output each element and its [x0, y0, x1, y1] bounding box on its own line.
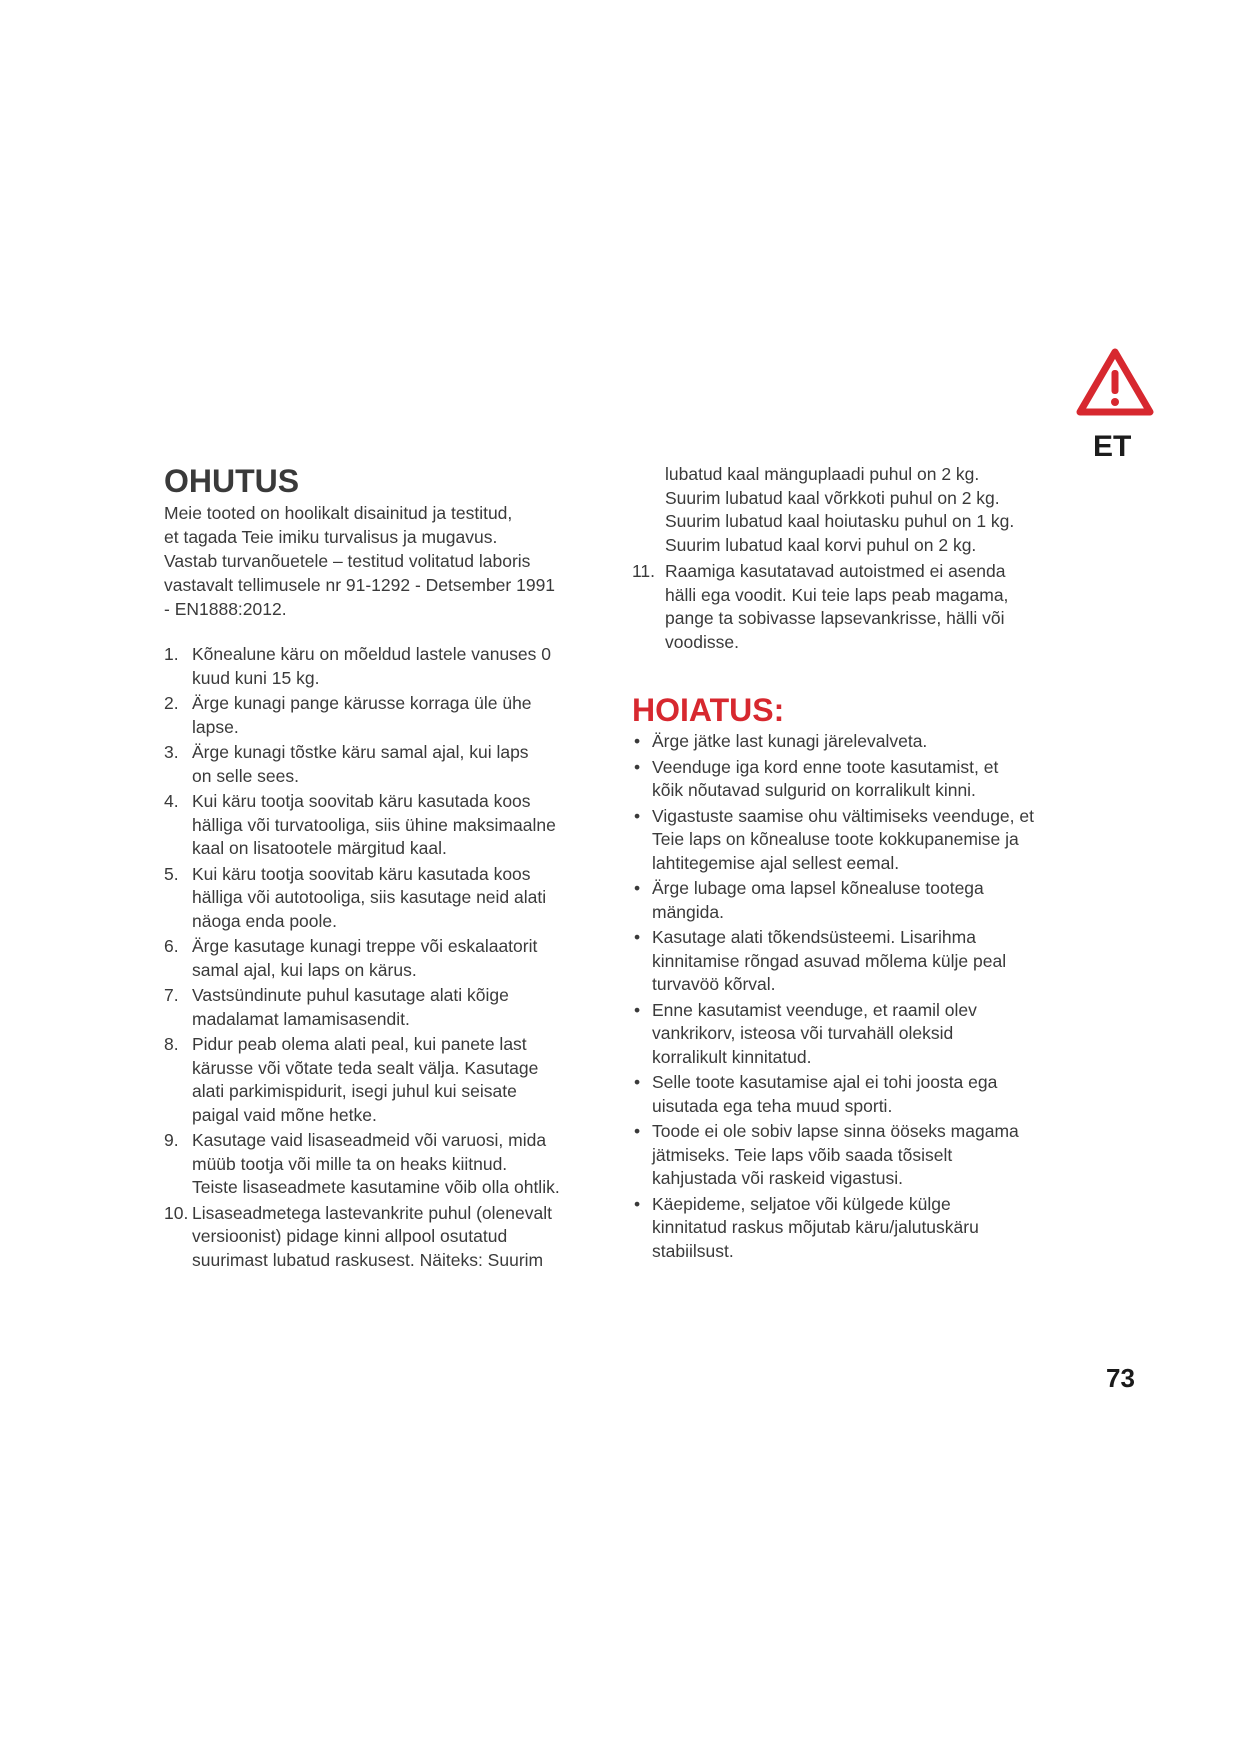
right-column	[632, 463, 1072, 1265]
bullet-text: Veenduge iga kord enne toote kasutamist, et kõik nõutavad sulgurid on korralikult kinni.	[652, 756, 999, 800]
list-item-text: Kasutage vaid lisaseadmeid või varuosi, mida müüb tootja või mille ta on heaks kiitnud. Teiste lisaseadmete kasutamine võib olla ohtlik.	[192, 1130, 560, 1197]
list-number: 3.	[164, 742, 179, 762]
list-number: 7.	[164, 985, 179, 1005]
left-column	[164, 463, 604, 1274]
bullet-icon: •	[634, 1121, 641, 1141]
safety-intro: Meie tooted on hoolikalt disainitud ja testitud, et tagada Teie imiku turvalisus ja mugavus. Vastab turvanõuetele – testitud volitatud laboris vastavalt tellimusele nr 91-1292 - Detsember 1991 - EN1888:2012.	[164, 503, 556, 619]
list-item	[632, 560, 1072, 654]
bullet-item	[632, 1071, 1072, 1118]
list-number: 5.	[164, 863, 179, 884]
list-item-text: Ärge kunagi pange kärusse korraga üle ühe lapse.	[192, 693, 532, 737]
list-item	[164, 741, 604, 788]
list-item	[164, 1033, 604, 1127]
list-number: 6.	[164, 936, 179, 956]
warning-bullet-list	[632, 730, 1072, 1263]
bullet-icon: •	[634, 927, 641, 947]
bullet-item	[632, 1193, 1072, 1264]
list-item	[164, 1202, 604, 1273]
bullet-text: Enne kasutamist veenduge, et raamil olev vankrikorv, isteosa või turvahäll oleksid korralikult kinnitatud.	[652, 999, 977, 1067]
list-item-text: Kui käru tootja soovitab käru kasutada koos hälliga või autotooliga, siis kasutage neid alati näoga enda poole.	[192, 863, 547, 931]
bullet-icon: •	[634, 1193, 641, 1214]
bullet-item	[632, 805, 1072, 876]
list-item	[164, 863, 604, 934]
warning-section	[632, 692, 1072, 1263]
bullet-icon: •	[634, 756, 641, 777]
list-item	[164, 790, 604, 861]
bullet-item	[632, 926, 1072, 997]
bullet-icon: •	[634, 1072, 641, 1092]
bullet-item	[632, 1120, 1072, 1191]
list-number: 2.	[164, 693, 179, 713]
item-10-continued: lubatud kaal mänguplaadi puhul on 2 kg. Suurim lubatud kaal võrkkoti puhul on 2 kg. Suurim lubatud kaal hoiutasku puhul on 1 kg. Suurim lubatud kaal korvi puhul on 2 kg.	[665, 464, 1015, 555]
list-item-text: Kui käru tootja soovitab käru kasutada koos hälliga või turvatooliga, siis ühine maksimaalne kaal on lisatootele märgitud kaal.	[192, 791, 556, 858]
bullet-item	[632, 877, 1072, 924]
bullet-text: Kasutage alati tõkendsüsteemi. Lisarihma kinnitamise rõngad asuvad mõlema külje peal turvavöö kõrval.	[652, 927, 1007, 994]
list-number: 10.	[164, 1202, 189, 1223]
bullet-item	[632, 999, 1072, 1070]
list-item	[164, 935, 604, 982]
warning-heading: HOIATUS:	[632, 692, 785, 728]
list-item	[164, 692, 604, 739]
list-item	[164, 984, 604, 1031]
list-item-text: Ärge kunagi tõstke käru samal ajal, kui laps on selle sees.	[192, 742, 529, 786]
list-item-text: Pidur peab olema alati peal, kui panete last kärusse või võtate teda sealt välja. Kasutage alati parkimispidurit, isegi juhul kui seisate paigal vaid mõne hetke.	[192, 1034, 539, 1125]
list-number: 9.	[164, 1130, 179, 1150]
warning-triangle-icon	[1076, 348, 1154, 418]
bullet-item	[632, 730, 1072, 754]
safety-rules-list	[164, 643, 604, 1272]
bullet-text: Vigastuste saamise ohu vältimiseks veenduge, et Teie laps on kõnealuse toote kokkupanemise ja lahtitegemise ajal sellest eemal.	[652, 805, 1034, 873]
page-number: 73	[1106, 1363, 1135, 1393]
list-item-text: Kõnealune käru on mõeldud lastele vanuses 0 kuud kuni 15 kg.	[192, 644, 551, 688]
list-item-text: Ärge kasutage kunagi treppe või eskalaatorit samal ajal, kui laps on kärus.	[192, 936, 538, 980]
list-number: 1.	[164, 644, 179, 664]
bullet-icon: •	[634, 731, 641, 751]
list-number: 4.	[164, 791, 179, 811]
bullet-icon: •	[634, 878, 641, 898]
list-item	[164, 1129, 604, 1200]
bullet-text: Ärge jätke last kunagi järelevalveta.	[652, 731, 928, 751]
list-item-text: Lisaseadmetega lastevankrite puhul (olenevalt versioonist) pidage kinni allpool osutatud suurimast lubatud raskusest. Näiteks: Suurim	[192, 1202, 552, 1270]
list-number: 11.	[632, 561, 656, 581]
bullet-icon: •	[634, 805, 641, 826]
bullet-icon: •	[634, 999, 641, 1020]
bullet-text: Selle toote kasutamise ajal ei tohi joosta ega uisutada ega teha muud sporti.	[652, 1072, 998, 1116]
bullet-text: Toode ei ole sobiv lapse sinna ööseks magama jätmiseks. Teie laps võib saada tõsiselt kahjustada või raskeid vigastusi.	[652, 1121, 1019, 1188]
safety-rules-list-continued	[632, 560, 1072, 654]
bullet-text: Käepideme, seljatoe või külgede külge kinnitatud raskus mõjutab käru/jalutuskäru stabiilsust.	[652, 1193, 979, 1261]
bullet-text: Ärge lubage oma lapsel kõnealuse tootega mängida.	[652, 878, 984, 922]
safety-heading: OHUTUS	[164, 463, 300, 499]
list-item-text: Vastsündinute puhul kasutage alati kõige madalamat lamamisasendit.	[192, 985, 509, 1029]
bullet-item	[632, 756, 1072, 803]
language-code: ET	[1093, 430, 1132, 463]
list-number: 8.	[164, 1034, 179, 1054]
list-item	[164, 643, 604, 690]
list-item-text: Raamiga kasutatavad autoistmed ei asenda hälli ega voodit. Kui teie laps peab magama, pange ta sobivasse lapsevankrisse, hälli või voodisse.	[665, 561, 1009, 652]
